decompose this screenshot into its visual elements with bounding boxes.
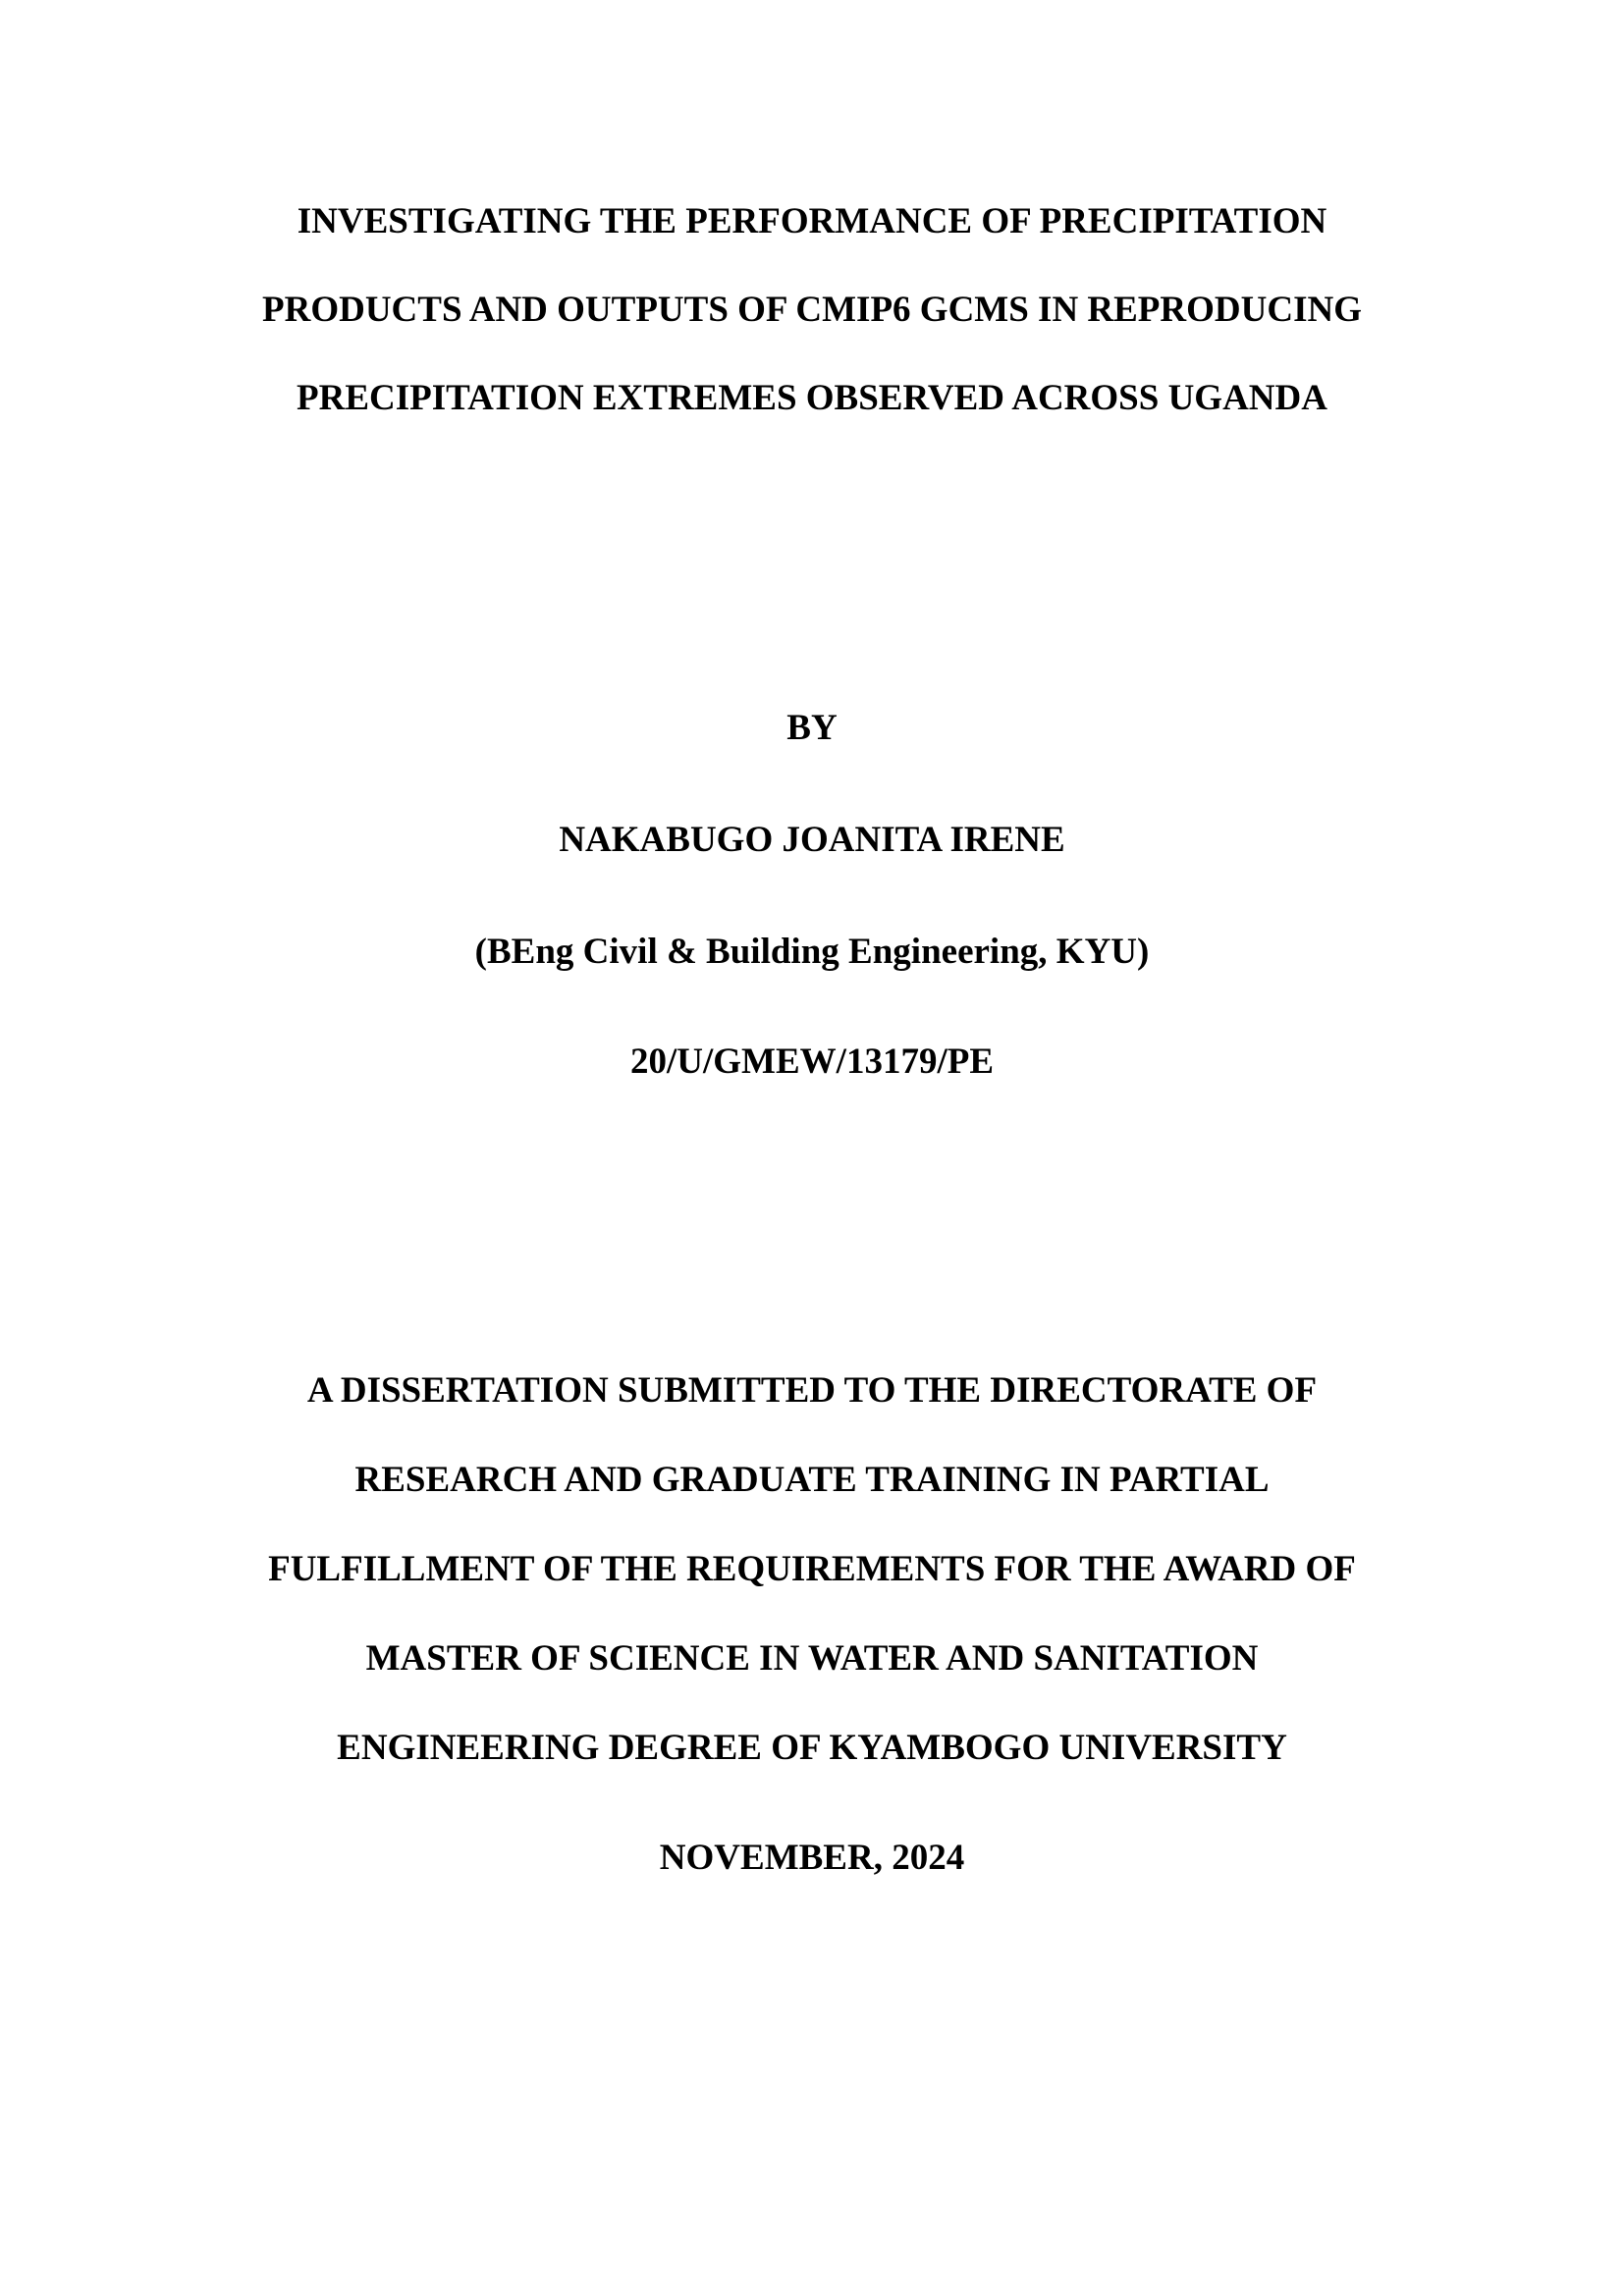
statement-line: RESEARCH AND GRADUATE TRAINING IN PARTIAL bbox=[354, 1460, 1270, 1500]
registration-number: 20/U/GMEW/13179/PE bbox=[630, 1041, 994, 1082]
statement-line: MASTER OF SCIENCE IN WATER AND SANITATION bbox=[365, 1638, 1259, 1679]
submission-date: NOVEMBER, 2024 bbox=[659, 1838, 965, 1878]
statement-line: FULFILLMENT OF THE REQUIREMENTS FOR THE AWARD OF bbox=[268, 1549, 1356, 1589]
title-line: INVESTIGATING THE PERFORMANCE OF PRECIPITATION bbox=[297, 201, 1327, 241]
by-label: BY bbox=[786, 708, 838, 748]
statement-line: ENGINEERING DEGREE OF KYAMBOGO UNIVERSITY bbox=[337, 1728, 1287, 1768]
title-line: PRODUCTS AND OUTPUTS OF CMIP6 GCMS IN REPRODUCING bbox=[262, 290, 1362, 330]
statement-line: A DISSERTATION SUBMITTED TO THE DIRECTORATE OF bbox=[306, 1370, 1318, 1411]
author-name: NAKABUGO JOANITA IRENE bbox=[559, 820, 1065, 860]
title-line: PRECIPITATION EXTREMES OBSERVED ACROSS UGANDA bbox=[297, 378, 1327, 418]
author-qualification: (BEng Civil & Building Engineering, KYU) bbox=[474, 932, 1150, 972]
